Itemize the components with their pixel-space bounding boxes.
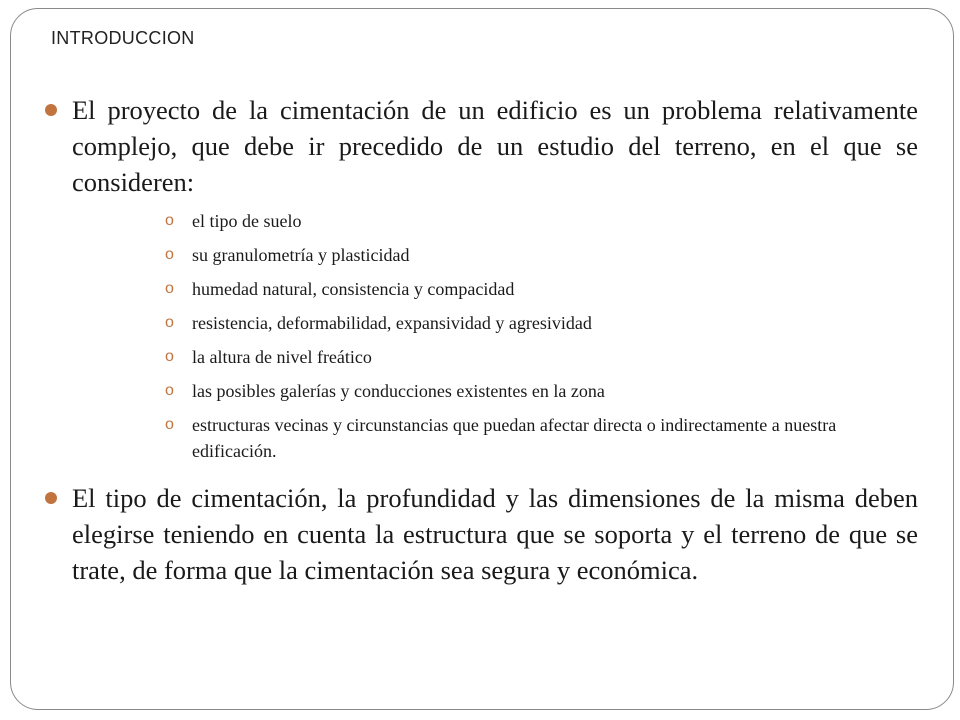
sub-item-text: las posibles galerías y conducciones existentes en la zona bbox=[192, 381, 605, 401]
slide-content bbox=[42, 92, 918, 588]
sub-item-text: humedad natural, consistencia y compacidad bbox=[192, 279, 515, 299]
sub-item-text: resistencia, deformabilidad, expansividad y agresividad bbox=[192, 313, 592, 333]
slide-title: INTRODUCCION bbox=[51, 28, 195, 48]
sub-item bbox=[42, 204, 918, 238]
sub-item bbox=[42, 238, 918, 272]
circle-bullet-icon: o bbox=[165, 348, 174, 365]
circle-bullet-icon: o bbox=[165, 416, 174, 433]
circle-bullet-icon: o bbox=[165, 314, 174, 331]
bullet-text: El tipo de cimentación, la profundidad y las dimensiones de la misma deben elegirse teniendo en cuenta la estructura que se soporta y el terreno de que se trate, de forma que la cimentación sea segura y económica. bbox=[72, 483, 918, 585]
sub-item-text: su granulometría y plasticidad bbox=[192, 245, 410, 265]
sub-item bbox=[42, 272, 918, 306]
sub-item-text: el tipo de suelo bbox=[192, 211, 302, 231]
sub-item bbox=[42, 408, 918, 468]
sub-item bbox=[42, 374, 918, 408]
sub-list bbox=[42, 204, 918, 468]
bullet-dot-icon bbox=[45, 492, 57, 504]
bullet-dot-icon bbox=[45, 104, 57, 116]
sub-item bbox=[42, 340, 918, 374]
circle-bullet-icon: o bbox=[165, 280, 174, 297]
circle-bullet-icon: o bbox=[165, 246, 174, 263]
bullet-item bbox=[42, 480, 918, 588]
circle-bullet-icon: o bbox=[165, 212, 174, 229]
sub-item-text: estructuras vecinas y circunstancias que puedan afectar directa o indirectamente a nuestra edificación. bbox=[192, 415, 837, 461]
sub-item-text: la altura de nivel freático bbox=[192, 347, 372, 367]
bullet-text: El proyecto de la cimentación de un edificio es un problema relativamente complejo, que debe ir precedido de un estudio del terreno, en el que se consideren: bbox=[72, 95, 918, 197]
bullet-item bbox=[42, 92, 918, 200]
circle-bullet-icon: o bbox=[165, 382, 174, 399]
sub-item bbox=[42, 306, 918, 340]
